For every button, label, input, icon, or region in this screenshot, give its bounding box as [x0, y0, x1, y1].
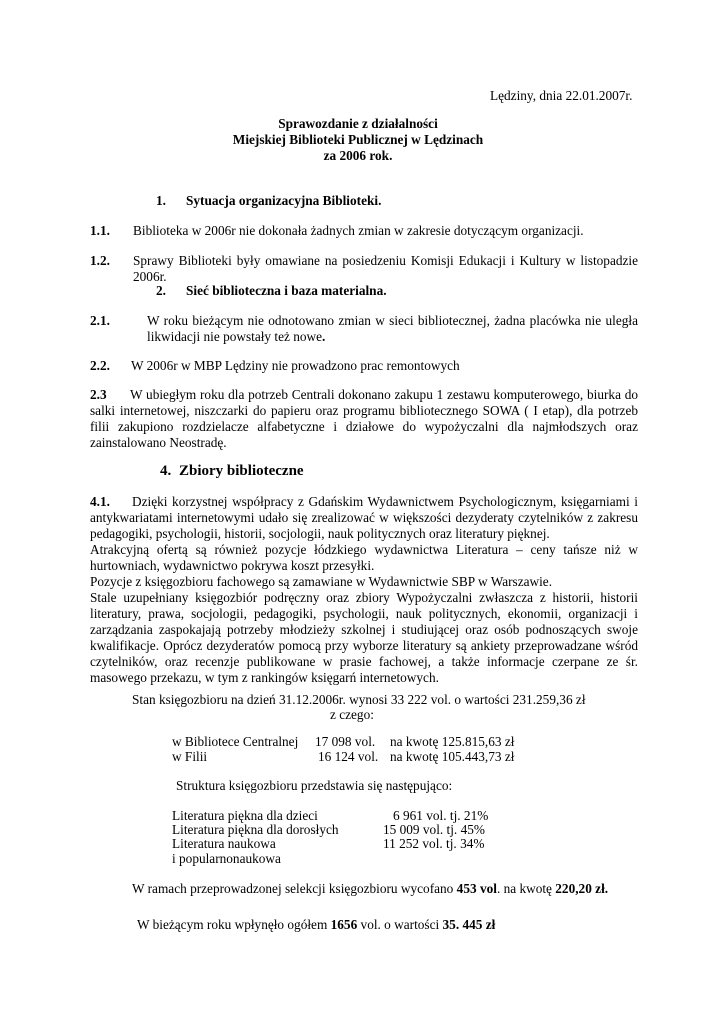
stock-row-branch-vol: 16 124 vol. [318, 749, 379, 764]
structure-intro: Struktura księgozbioru przedstawia się następująco: [176, 778, 453, 793]
selection-mid: . na kwotę [496, 881, 556, 896]
selection-line [132, 881, 608, 897]
item-4-1-para-4: Stale uzupełniany księgozbiór podręczny oraz zbiory Wypożyczalni zwłaszcza z historii, historii literatury, prawa, socjologii, pedagogiki, psychologii, nauk politycznych, ekonomii, organizacji i zarządzania zaspokajają potrzeby młodzieży szkolnej i studiującej oraz osób podnoszących swoje kwalifikacje. Oprócz dezyderatów pomocą przy wyborze literatury są ankiety przeprowadzane wśród czytelników, oraz recenzje publikowane w prasie fachowej, a także informacje czerpane ze śr. masowego przekazu, w tym z rankingów księgarń internetowych. [90, 590, 638, 685]
item-2-1-number: 2.1. [90, 313, 110, 328]
selection-amount: 220,20 zł. [555, 881, 609, 896]
report-title-line-2: Miejskiej Biblioteki Publicznej w Lędzinach [232, 132, 484, 147]
stock-row-central-value: na kwotę 125.815,63 zł [390, 734, 515, 749]
item-4-1-number: 4.1. [90, 494, 110, 509]
inflow-mid: vol. o wartości [357, 917, 443, 932]
stock-row-central-vol: 17 098 vol. [315, 734, 376, 749]
place-date: Lędziny, dnia 22.01.2007r. [490, 88, 633, 103]
selection-pre: W ramach przeprowadzonej selekcji księgozbioru wycofano [132, 881, 457, 896]
report-title-line-1: Sprawozdanie z działalności [278, 116, 438, 131]
stock-row-branch-value: na kwotę 105.443,73 zł [390, 749, 515, 764]
structure-row-3-label: Literatura naukowa [172, 836, 276, 851]
item-1-1-text: Biblioteka w 2006r nie dokonała żadnych zmian w zakresie dotyczącym organizacji. [133, 223, 584, 238]
selection-vol: 453 vol [456, 881, 497, 896]
item-2-1-block [147, 313, 638, 345]
item-2-1-end: . [322, 329, 326, 344]
inflow-line [137, 917, 495, 933]
inflow-count: 1656 [330, 917, 358, 932]
item-2-2-text: W 2006r w MBP Lędziny nie prowadzono prac remontowych [131, 358, 460, 373]
stock-total: Stan księgozbioru na dzień 31.12.2006r. wynosi 33 222 vol. o wartości 231.259,36 zł [132, 692, 586, 707]
structure-row-1-value: 6 961 vol. tj. 21% [393, 808, 489, 823]
inflow-pre: W bieżącym roku wpłynęło ogółem [137, 917, 331, 932]
stock-of-which: z czego: [330, 707, 374, 722]
structure-row-1-label: Literatura piękna dla dzieci [172, 808, 318, 823]
section-2-number: 2. [156, 283, 166, 298]
stock-row-central-place: w Bibliotece Centralnej [172, 734, 299, 749]
item-2-2-number: 2.2. [90, 358, 110, 373]
item-4-1-para-2: Atrakcyjną ofertą są również pozycje łódzkiego wydawnictwa Literatura – ceny tańsze niż w hurtowniach, wydawnictwo pokrywa koszt przesyłki. [90, 542, 638, 573]
structure-row-2-value: 15 009 vol. tj. 45% [383, 822, 485, 837]
section-1-number: 1. [156, 193, 166, 208]
report-title-line-3: za 2006 rok. [323, 148, 393, 163]
structure-row-3-value: 11 252 vol. tj. 34% [383, 836, 485, 851]
item-2-3-text: W ubiegłym roku dla potrzeb Centrali dokonano zakupu 1 zestawu komputerowego, biurka do salki internetowej, niszczarki do papieru oraz programu bibliotecznego SOWA ( I etap), dla potrzeb filii zakupiono rozdzielacze alfabetyczne i działowe do wypożyczalni dla najmłodszych oraz zainstalowano Neostradę. [90, 387, 638, 450]
item-1-2-number: 1.2. [90, 253, 110, 268]
item-1-2-text: Sprawy Biblioteki były omawiane na posiedzeniu Komisji Edukacji i Kultury w listopadzie 2006r. [133, 253, 638, 284]
section-1-title: Sytuacja organizacyjna Biblioteki. [186, 193, 382, 208]
item-4-1-para-1: Dzięki korzystnej współpracy z Gdańskim Wydawnictwem Psychologicznym, księgarniami i antykwariatami internetowymi udało się zrealizować w większości dezyderaty czytelników z zakresu pedagogiki, psychologii, historii, socjologii, nauk politycznych oraz literatury pięknej. [90, 494, 638, 541]
section-2-title: Sieć biblioteczna i baza materialna. [186, 283, 387, 298]
structure-row-4-label: i popularnonaukowa [172, 851, 281, 866]
section-4-number: 4. [160, 463, 172, 479]
item-2-1-text: W roku bieżącym nie odnotowano zmian w sieci bibliotecznej, żadna placówka nie uległa likwidacji nie powstały też nowe [147, 313, 638, 344]
item-1-1-number: 1.1. [90, 223, 110, 238]
item-4-1-para-3: Pozycje z księgozbioru fachowego są zamawiane w Wydawnictwie SBP w Warszawie. [90, 574, 553, 589]
stock-row-branch-place: w Filii [172, 749, 208, 764]
section-4-title: Zbiory biblioteczne [179, 463, 304, 479]
structure-row-2-label: Literatura piękna dla dorosłych [172, 822, 339, 837]
inflow-amount: 35. 445 zł [442, 917, 496, 932]
item-2-3-number: 2.3 [90, 387, 107, 402]
